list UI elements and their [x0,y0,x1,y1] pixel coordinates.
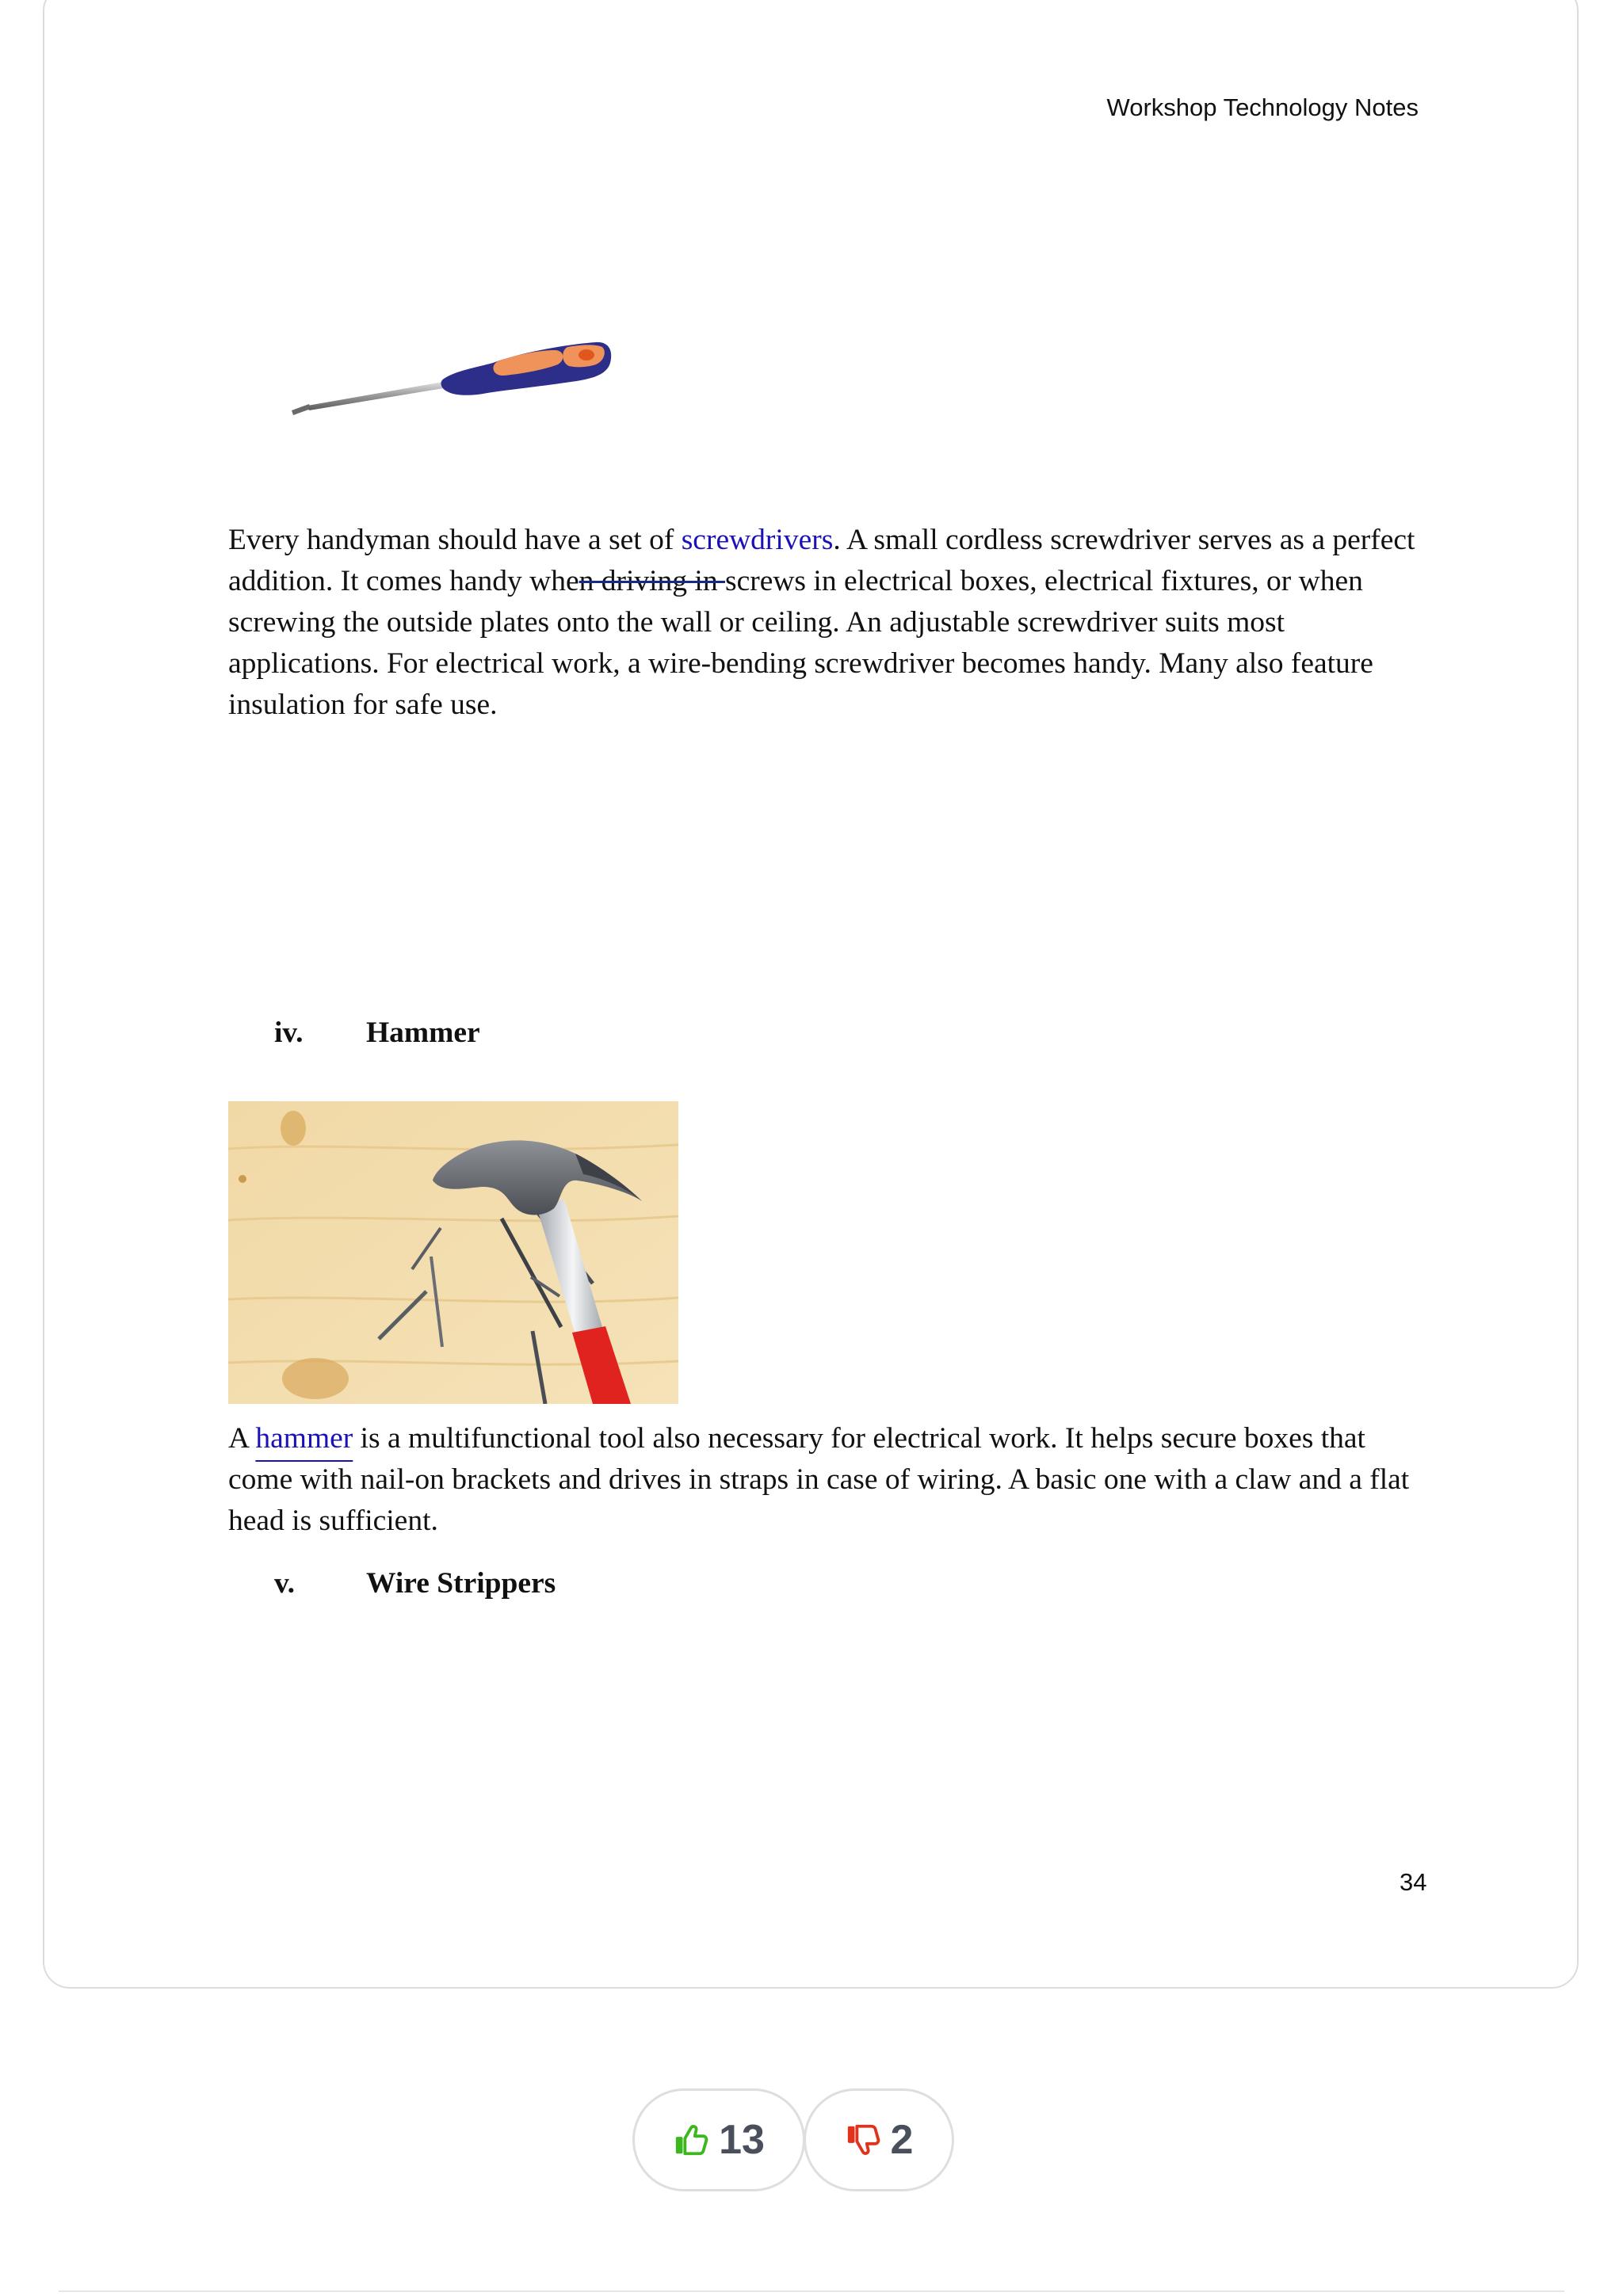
divider [59,2290,1564,2292]
heading-title: Hammer [366,1016,480,1049]
screwdrivers-link[interactable]: screwdrivers [681,524,834,556]
hammer-link[interactable]: hammer [255,1422,353,1455]
like-count: 13 [719,2117,765,2163]
hammer-heading [274,1016,480,1050]
paragraph-text: A [228,1422,256,1455]
wire-strippers-heading [274,1566,556,1600]
screwdriver-paragraph [228,520,1417,726]
paragraph-text: is a multifunctional tool also necessary for electrical work. It helps secure boxes that come with nail-on brackets and drives in straps in case of wiring. A basic one with a claw and a flat head is sufficient. [228,1422,1410,1537]
document-page [43,0,1579,1989]
hammer-paragraph [228,1418,1417,1542]
handle-cap [579,349,594,360]
wood-knot [282,1358,349,1399]
heading-title: Wire Strippers [366,1567,556,1600]
dislike-button[interactable] [804,2088,954,2191]
paragraph-text: screws in electrical boxes, electrical fixtures, or when screwing the outside plates onto the wall or ceiling. An adjustable screwdriver suits most applications. For electrical work, a wire-bending screwdriver becomes handy. Many also feature insulation for safe use. [228,565,1373,721]
screwdriver-shaft [307,380,453,410]
thumbs-down-icon [845,2122,881,2158]
like-button[interactable] [632,2088,805,2191]
hammer-image [228,1101,678,1404]
wood-knot [281,1111,306,1146]
dislike-count: 2 [890,2117,914,2163]
heading-number: iv. [274,1016,304,1049]
paragraph-text: . A small cordless screwdriver serves as a perfect addition. It comes handy whe [228,524,1415,597]
struck-text: n driving in [579,565,725,597]
running-header: Workshop Technology Notes [1106,93,1419,121]
paragraph-text: Every handyman should have a set of [228,524,682,556]
heading-number: v. [274,1567,296,1600]
page-number: 34 [1400,1868,1427,1896]
screwdriver-image [285,333,618,420]
thumbs-up-icon [673,2122,709,2158]
